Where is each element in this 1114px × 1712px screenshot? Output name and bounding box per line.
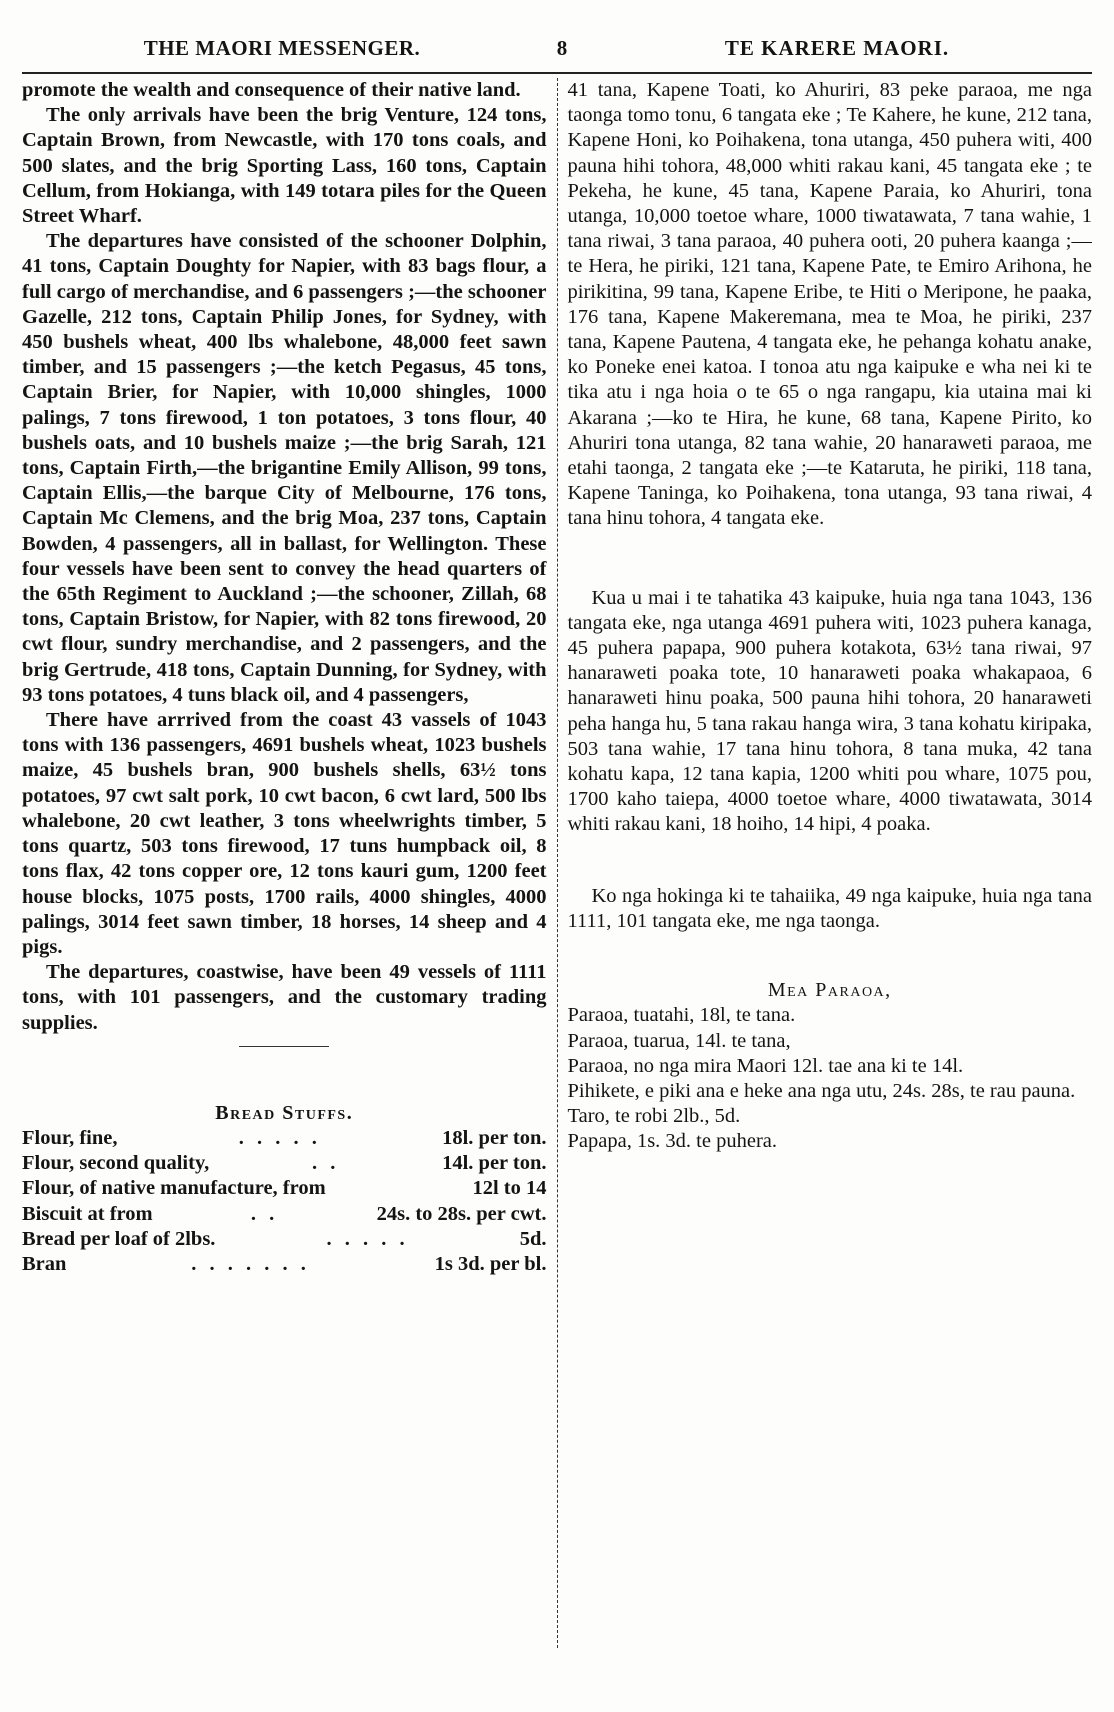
price-value: 5d. (519, 1227, 547, 1250)
maori-price-line: Paraoa, no nga mira Maori 12l. tae ana ki te 14l. (567, 1054, 964, 1077)
maori-price-line: Papapa, 1s. 3d. te puhera. (567, 1130, 777, 1153)
price-row (22, 1252, 547, 1277)
english-column (22, 78, 557, 1648)
page-number: 8 (556, 36, 568, 60)
maori-price-list (568, 1003, 1093, 1154)
leader-dots: . . (311, 1152, 340, 1175)
english-title: THE MAORI MESSENGER. (143, 36, 421, 60)
leader-dots: . . . . . . . (191, 1252, 310, 1275)
price-list (22, 1126, 547, 1277)
price-value: 14l. per ton. (442, 1152, 547, 1175)
price-row (22, 1126, 547, 1151)
english-paragraph: There have arrrived from the coast 43 vassels of 1043 tons with 136 passengers, 4691 bushels wheat, 1023 bushels maize, 45 bushels bran, 900 bushels shells, 63½ tons potatoes, 97 cwt salt pork, 10 cwt bacon, 6 cwt lard, 500 lbs whalebone, 20 cwt leather, 3 tons wheelwrights timber, 5 tons quartz, 503 tons firewood, 17 tuns humpback oil, 8 tons flax, 42 tons copper ore, 12 tons kauri gum, 1200 feet house blocks, 1075 posts, 1700 rails, 4000 shingles, 4000 palings, 3014 feet sawn timber, 18 horses, 14 sheep and 4 pigs. (22, 709, 547, 958)
english-paragraph: The departures have consisted of the schooner Dolphin, 41 tons, Captain Doughty for Napier, with 83 bags flour, a full cargo of merchandise, and 6 passengers ;—the schooner Gazelle, 212 tons, Captain Philip Jones, for Sydney, with 450 bushels wheat, 400 lbs whalebone, 48,000 feet sawn timber, and 15 passengers ;—the ketch Pegasus, 45 tons, Captain Brier, for Napier, with 10,000 shingles, 1000 palings, 7 tons firewood, 1 ton potatoes, 3 tons flour, 40 bushels oats, and 10 bushels maize ;—the brig Sarah, 121 tons, Captain Firth,—the brigantine Emily Allison, 99 tons, Captain Ellis,—the barque City of Melbourne, 176 tons, Captain Mc Clemens, and the brig Moa, 237 tons, Captain Bowden, 4 passengers, all in ballast, for Wellington. These four vessels have been sent to convey the head quarters of the 65th Regiment to Auckland ;—the schooner, Zillah, 68 tons, Captain Bristow, for Napier, with 82 tons firewood, 20 cwt flour, sundry merchandise, and 2 passengers, and the brig Gertrude, 418 tons, Captain Dunning, for Sydney, with 93 tons potatoes, 4 tuns black oil, and 4 passengers, (22, 230, 547, 706)
price-item: Flour, fine, (22, 1126, 118, 1149)
price-value: 1s 3d. per bl. (434, 1252, 547, 1275)
price-row (22, 1151, 547, 1176)
price-row (22, 1227, 547, 1252)
two-columns (22, 78, 1092, 1648)
maori-paragraph: Ko nga hokinga ki te tahaiika, 49 nga kaipuke, huia nga tana 1111, 101 tangata eke, me nga taonga. (567, 884, 1092, 932)
price-item: Bread per loaf of 2lbs. (22, 1227, 216, 1250)
price-row (22, 1176, 547, 1201)
price-item: Flour, second quality, (22, 1152, 210, 1175)
price-value: 18l. per ton. (442, 1126, 547, 1149)
price-item: Flour, of native manufacture, from (22, 1177, 326, 1200)
maori-price-line: Pihikete, e piki ana e heke ana nga utu, 24s. 28s, te rau pauna. (567, 1079, 1076, 1102)
bread-stuffs-heading: Bread Stuffs. (215, 1101, 354, 1124)
leader-dots: . . . . . (326, 1227, 409, 1250)
maori-paragraph: Kua u mai i te tahatika 43 kaipuke, huia nga tana 1043, 136 tangata eke, nga utanga 4691 puhera witi, 1023 puhera kanaga, 45 puhera papapa, 900 puhera kotakota, 63½ tana riwai, 97 hanaraweti poaka tote, 10 hanaraweti poaka whakapaoa, 6 hanaraweti hinu poaka, 500 pauna hihi tohora, 20 hanaraweti peha hanga hu, 5 tana rakau hanga wira, 3 tana kohatu kiripaka, 503 tana wahie, 17 tana hinu tohora, 8 tana muka, 42 tana kohatu kapa, 12 tana kapia, 1200 whiti pou whare, 1075 pou, 1700 kaho taiepa, 4000 toetoe whare, 4000 tiwatawata, 3014 whiti rakau kani, 18 hoiho, 14 hipi, 4 poaka. (567, 586, 1092, 836)
english-paragraph: The only arrivals have been the brig Venture, 124 tons, Captain Brown, from Newcastle, with 170 tons coals, and 500 slates, and the brig Sporting Lass, 160 tons, Captain Cellum, from Hokianga, with 149 totara piles for the Queen Street Wharf. (22, 104, 547, 228)
maori-title: TE KARERE MAORI. (724, 36, 950, 60)
english-paragraph: promote the wealth and consequence of their native land. (22, 79, 521, 101)
maori-price-line: Paraoa, tuarua, 14l. te tana, (567, 1029, 791, 1052)
maori-paragraph: 41 tana, Kapene Toati, ko Ahuriri, 83 peke paraoa, me nga taonga tomo tonu, 6 tangata eke ; Te Kahere, he kune, 212 tana, Kapene Honi, ko Poihakena, tona utanga, 450 puhera witi, 400 pauna hihi tohora, 48,000 whiti rakau kani, 45 tangata eke ; te Pekeha, he kune, 45 tana, Kapene Paraia, ko Ahuriri, tona utanga, 10,000 toetoe whare, 1000 tiwatawata, 7 tana wahie, 1 tana riwai, 3 tana paraoa, 40 puhera ooti, 20 puhera kaanga ;—te Hera, he piriki, 121 tana, Kapene Pate, te Emiro Arihona, he pirikitina, 99 tana, Kapene Eribe, te Hiti o Meripone, he paaka, 176 tana, Kapene Makeremana, mea te Moa, he piriki, 237 tana, Kapene Pautena, 4 tangata eke, he pehanga kohatu anake, ko Poneke enei katoa. I tonoa atu nga kaipuke e wha nei ki te tika atu i nga hoia o te 65 o nga rangapu, kia utaina mai ki Akarana ;—ko te Hira, he kune, 68 tana, Kapene Pirito, ko Ahuriri tona utanga, 82 tana wahie, 20 hanaraweti paraoa, me etahi taonga, 2 tangata eke ;—te Kataruta, he piriki, 118 tana, Kapene Taninga, ko Poihakena, tona utanga, 93 tana riwai, 4 tana hinu tohora, 4 tangata eke. (567, 79, 1092, 530)
maori-column (558, 78, 1093, 1648)
price-item: Bran (22, 1252, 67, 1275)
price-item: Biscuit at from (22, 1202, 153, 1225)
maori-price-line: Taro, te robi 2lb., 5d. (567, 1105, 741, 1128)
leader-dots: . . (250, 1202, 279, 1225)
maori-price-line: Paraoa, tuatahi, 18l, te tana. (567, 1004, 796, 1027)
price-row (22, 1202, 547, 1227)
running-head (22, 36, 1092, 66)
price-value: 24s. to 28s. per cwt. (376, 1202, 547, 1225)
header-rule (22, 72, 1092, 74)
english-paragraph: The departures, coastwise, have been 49 vessels of 1111 tons, with 101 passengers, and the customary trading supplies. (22, 961, 547, 1034)
mea-paraoa-heading: Mea Paraoa, (767, 979, 892, 1002)
leader-dots: . . . . . (238, 1126, 321, 1149)
section-rule (239, 1046, 329, 1047)
price-value: 12l to 14 (472, 1177, 547, 1200)
